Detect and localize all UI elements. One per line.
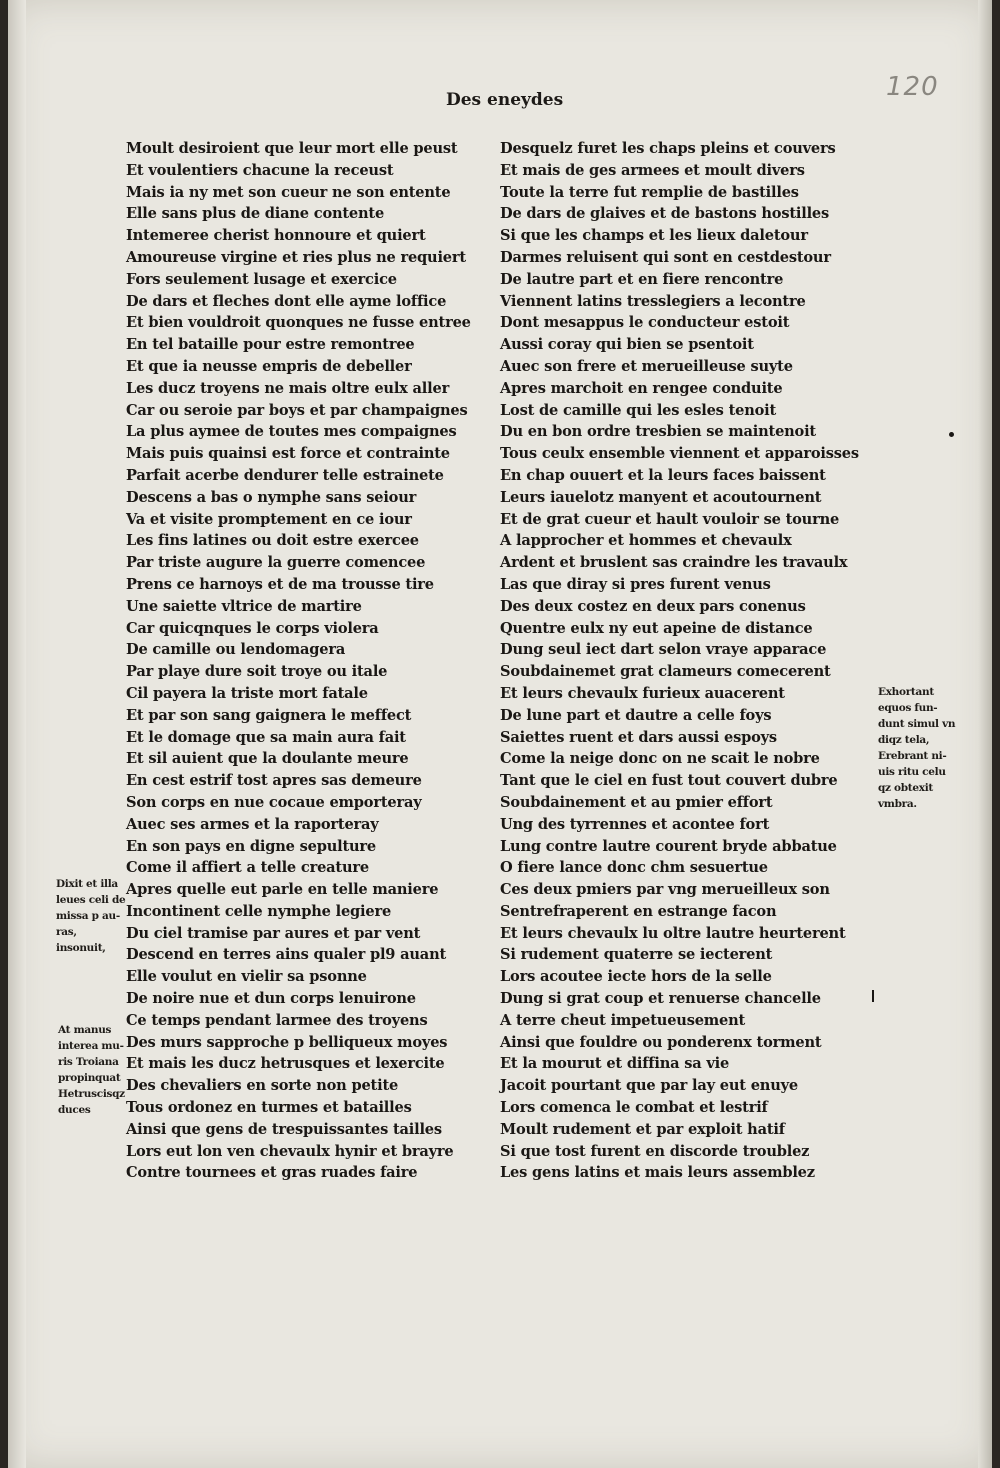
verse-line: Las que diray si pres furent venus [500, 575, 771, 593]
verse-line: Et mais de ges armees et moult divers [500, 161, 805, 179]
verse-line: Car quicqnques le corps violera [126, 619, 379, 637]
left-text-column [126, 138, 486, 1184]
verse-line: Car ou seroie par boys et par champaignes [126, 401, 468, 419]
gloss-line: vmbra. [878, 798, 917, 810]
verse-line: Son corps en nue cocaue emporteray [126, 793, 422, 811]
verse-line: Des chevaliers en sorte non petite [126, 1077, 399, 1095]
verse-line: La plus aymee de toutes mes compaignes [126, 423, 457, 441]
gloss-line: At manus [58, 1024, 112, 1036]
verse-line: Soubdainemet grat clameurs comecerent [500, 663, 831, 681]
verse-line: A lapprocher et hommes et chevaulx [500, 532, 792, 550]
gloss-line: Exhortant [878, 686, 934, 698]
verse-line: En tel bataille pour estre remontree [126, 336, 415, 354]
verse-line: Du en bon ordre tresbien se maintenoit [500, 423, 816, 441]
verse-line: Lung contre lautre courent bryde abbatue [500, 837, 837, 855]
verse-line: Intemeree cherist honnoure et quiert [126, 227, 426, 245]
gloss-line: Dixit et illa [56, 878, 118, 890]
verse-line: De dars de glaives et de bastons hostilles [500, 205, 830, 223]
verse-line: Desquelz furet les chaps pleins et couvers [500, 140, 836, 157]
book-page [8, 0, 992, 1468]
verse-line: Et mais les ducz hetrusques et lexercite [126, 1055, 445, 1073]
verse-line: Sentrefraperent en estrange facon [500, 902, 777, 920]
gloss-line: diqz tela, [878, 734, 930, 746]
verse-line: Tous ceulx ensemble viennent et apparoisses [500, 445, 859, 463]
right-text-column [500, 138, 880, 1184]
verse-line: Les ducz troyens ne mais oltre eulx aller [126, 379, 450, 397]
page-edge [978, 0, 992, 1468]
ink-mark [949, 432, 954, 437]
verse-line: Leurs iauelotz manyent et acoutournent [500, 488, 822, 506]
gloss-line: leues celi de [56, 894, 126, 906]
verse-line: Saiettes ruent et dars aussi espoys [500, 728, 777, 746]
verse-line: Ainsi que fouldre ou ponderenx torment [500, 1033, 822, 1051]
gloss-line: Erebrant ni- [878, 750, 947, 762]
verse-line: Come il affiert a telle creature [126, 859, 369, 877]
verse-line: Viennent latins tresslegiers a lecontre [500, 292, 806, 310]
verse-line: En cest estrif tost apres sas demeure [126, 772, 422, 790]
verse-line: Descend en terres ains qualer pl9 auant [126, 946, 447, 964]
verse-line: A terre cheut impetueusement [500, 1011, 746, 1029]
gloss-line: equos fun- [878, 702, 938, 714]
verse-line: Darmes reluisent qui sont en cestdestour [500, 248, 831, 266]
verse-line: Ainsi que gens de trespuissantes tailles [126, 1120, 442, 1138]
gloss-line: ris Troiana [58, 1056, 119, 1068]
verse-line: Ce temps pendant larmee des troyens [126, 1011, 428, 1029]
verse-line: Et leurs chevaulx lu oltre lautre heurterent [500, 924, 846, 942]
verse-line: Et que ia neusse empris de debeller [126, 357, 412, 375]
verse-line: Et de grat cueur et hault vouloir se tourne [500, 510, 840, 528]
verse-line: Aussi coray qui bien se psentoit [500, 336, 754, 354]
verse-line: Mais puis quainsi est force et contrainte [126, 445, 450, 463]
verse-line: De camille ou lendomagera [126, 641, 346, 659]
verse-line: Parfait acerbe dendurer telle estrainete [126, 466, 444, 484]
verse-line: Des deux costez en deux pars conenus [500, 597, 806, 615]
verse-line: Et par son sang gaignera le meffect [126, 706, 412, 724]
verse-line: Si que tost furent en discorde troublez [500, 1142, 810, 1160]
margin-gloss-left-lower [58, 1022, 125, 1118]
margin-gloss-left-upper [56, 876, 125, 956]
verse-line: Amoureuse virgine et ries plus ne requiert [126, 248, 466, 266]
verse-line: Dont mesappus le conducteur estoit [500, 314, 790, 332]
verse-line: Par triste augure la guerre comencee [126, 554, 426, 572]
verse-line: Cil payera la triste mort fatale [126, 684, 368, 702]
verse-line: Des murs sapproche p belliqueux moyes [126, 1033, 448, 1051]
verse-line: Et le domage que sa main aura fait [126, 728, 406, 746]
verse-line: Va et visite promptement en ce iour [126, 510, 412, 528]
gloss-line: dunt simul vn [878, 718, 956, 730]
gloss-line: Hetruscisqz [58, 1088, 125, 1100]
verse-line: O fiere lance donc chm sesuertue [500, 859, 768, 877]
verse-line: Tous ordonez en turmes et batailles [126, 1099, 412, 1117]
verse-line: Prens ce harnoys et de ma trousse tire [126, 575, 434, 593]
verse-line: Come la neige donc on ne scait le nobre [500, 750, 820, 768]
verse-line: Ces deux pmiers par vng merueilleux son [500, 881, 830, 899]
gloss-line: duces [58, 1104, 91, 1116]
verse-line: Dung seul iect dart selon vraye apparace [500, 641, 827, 659]
verse-line: Incontinent celle nymphe legiere [126, 902, 392, 920]
verse-line: Et leurs chevaulx furieux auacerent [500, 684, 785, 702]
gloss-line: missa p au- [56, 910, 120, 922]
gloss-line: qz obtexit [878, 782, 933, 794]
verse-line: Auec ses armes et la raporteray [126, 815, 379, 833]
verse-line: Quentre eulx ny eut apeine de distance [500, 619, 813, 637]
verse-line: Elle voulut en vielir sa psonne [126, 968, 367, 986]
verse-line: Du ciel tramise par aures et par vent [126, 924, 421, 942]
verse-line: Et voulentiers chacune la receust [126, 161, 394, 179]
verse-line: Et bien vouldroit quonques ne fusse entree [126, 314, 471, 332]
verse-line: Fors seulement lusage et exercice [126, 270, 397, 288]
verse-line: Tant que le ciel en fust tout couvert dubre [500, 772, 838, 790]
verse-line: En chap ouuert et la leurs faces baissent [500, 466, 826, 484]
verse-line: Lost de camille qui les esles tenoit [500, 401, 777, 419]
verse-line: Jacoit pourtant que par lay eut enuye [500, 1077, 798, 1095]
running-head: Des eneydes [446, 90, 564, 110]
verse-line: De dars et fleches dont elle ayme loffice [126, 292, 447, 310]
verse-line: Toute la terre fut remplie de bastilles [500, 183, 799, 201]
gloss-line: interea mu- [58, 1040, 124, 1052]
verse-line: Une saiette vltrice de martire [126, 597, 362, 615]
verse-line: Soubdainement et au pmier effort [500, 793, 773, 811]
verse-line: Apres quelle eut parle en telle maniere [126, 881, 439, 899]
verse-line: Mais ia ny met son cueur ne son entente [126, 183, 451, 201]
verse-line: Si que les champs et les lieux daletour [500, 227, 808, 245]
verse-line: Contre tournees et gras ruades faire [126, 1164, 418, 1182]
verse-line: Ung des tyrrennes et acontee fort [500, 815, 770, 833]
verse-line: Lors eut lon ven chevaulx hynir et brayre [126, 1142, 454, 1160]
verse-line: De lautre part et en fiere rencontre [500, 270, 784, 288]
verse-line: En son pays en digne sepulture [126, 837, 376, 855]
gloss-line: insonuit, [56, 942, 106, 954]
folio-number: 120 [886, 72, 939, 102]
margin-gloss-right [878, 684, 955, 812]
verse-line: Lors comenca le combat et lestrif [500, 1099, 768, 1117]
verse-line: Auec son frere et merueilleuse suyte [500, 357, 793, 375]
gloss-line: ras, [56, 926, 77, 938]
verse-line: Apres marchoit en rengee conduite [500, 379, 783, 397]
verse-line: Si rudement quaterre se iecterent [500, 946, 773, 964]
verse-line: Moult desiroient que leur mort elle peust [126, 140, 458, 157]
gloss-line: uis ritu celu [878, 766, 946, 778]
verse-line: Dung si grat coup et renuerse chancelle [500, 990, 821, 1008]
verse-line: De noire nue et dun corps lenuirone [126, 990, 416, 1008]
verse-line: Les fins latines ou doit estre exercee [126, 532, 419, 550]
verse-line: Les gens latins et mais leurs assemblez [500, 1164, 815, 1182]
verse-line: Ardent et bruslent sas craindre les travaulx [500, 554, 848, 572]
page-gutter [8, 0, 26, 1468]
verse-line: De lune part et dautre a celle foys [500, 706, 772, 724]
verse-line: Elle sans plus de diane contente [126, 205, 385, 223]
ink-tick [872, 990, 874, 1002]
verse-line: Descens a bas o nymphe sans seiour [126, 488, 417, 506]
verse-line: Et sil auient que la doulante meure [126, 750, 409, 768]
gloss-line: propinquat [58, 1072, 121, 1084]
verse-line: Et la mourut et diffina sa vie [500, 1055, 730, 1073]
verse-line: Moult rudement et par exploit hatif [500, 1120, 785, 1138]
verse-line: Par playe dure soit troye ou itale [126, 663, 388, 681]
verse-line: Lors acoutee iecte hors de la selle [500, 968, 772, 986]
